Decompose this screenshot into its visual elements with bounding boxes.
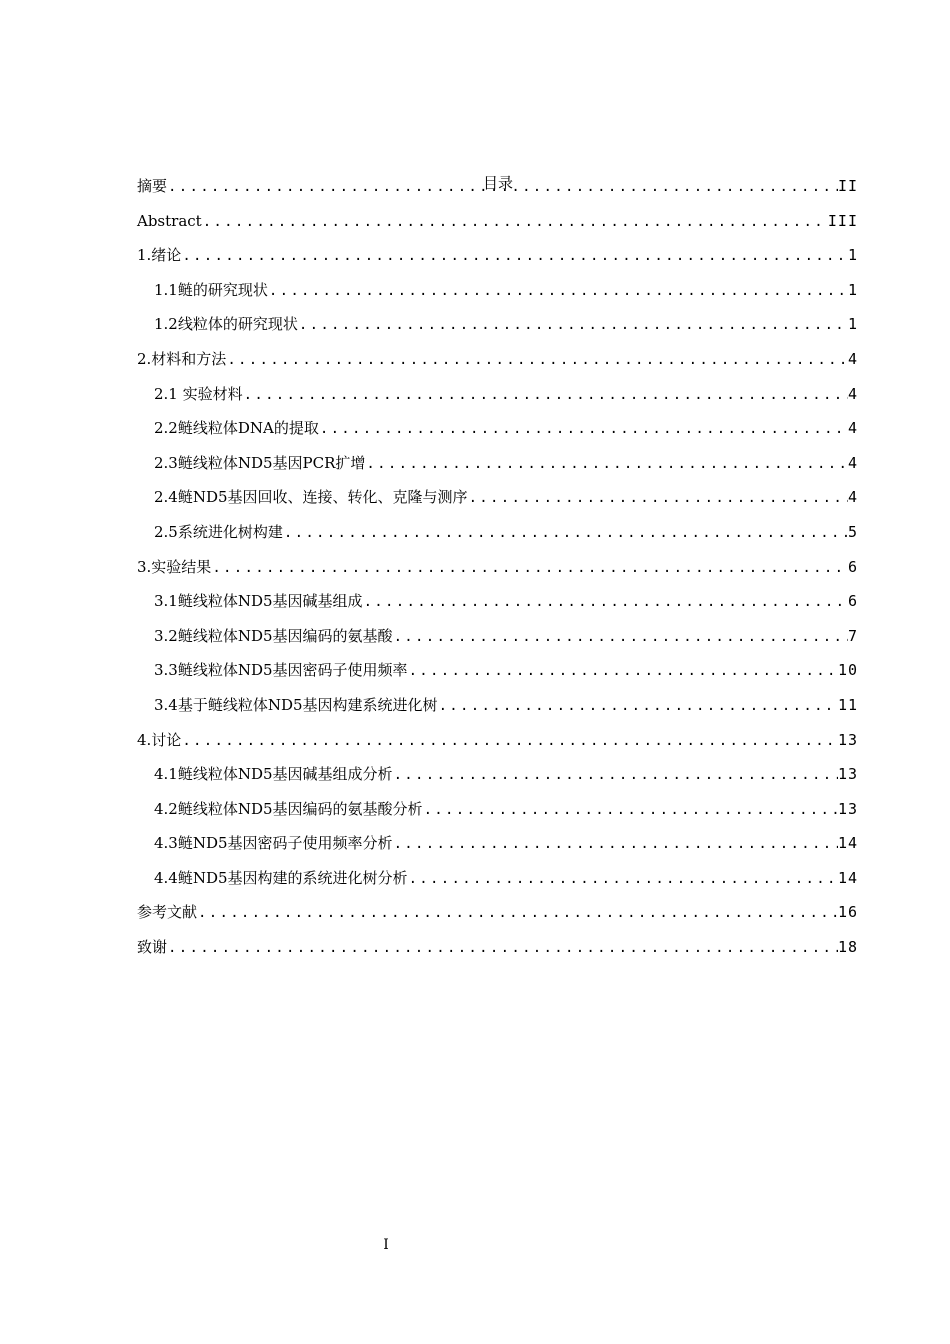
toc-entry-page: 13 (837, 730, 858, 749)
toc-dot-leader (243, 385, 848, 405)
toc-entry-label: 参考文献 (137, 903, 198, 922)
toc-entry-label: 摘要 (137, 177, 168, 195)
toc-entry-abstract-cn[interactable] (137, 176, 858, 211)
toc-entry-section-4-4[interactable] (137, 868, 858, 903)
toc-dot-leader (268, 281, 848, 301)
toc-entry-page: 4 (847, 419, 858, 438)
toc-entry-label: 4.1鲢线粒体ND5基因碱基组成分析 (154, 765, 393, 784)
toc-dot-leader (211, 558, 848, 578)
toc-entry-label: 3.2鲢线粒体ND5基因编码的氨基酸 (154, 626, 393, 645)
toc-entry-label: 4.2鲢线粒体ND5基因编码的氨基酸分析 (154, 799, 423, 818)
toc-entry-section-2-3[interactable] (137, 453, 858, 488)
toc-entry-label: Abstract (137, 211, 202, 230)
toc-entry-label: 1.1鲢的研究现状 (154, 280, 268, 299)
toc-entry-label: 1.2线粒体的研究现状 (154, 315, 298, 334)
toc-entry-page: 11 (837, 695, 858, 714)
toc-entry-label: 2.3鲢线粒体ND5基因PCR扩增 (154, 453, 366, 472)
toc-entry-page: 13 (837, 799, 858, 818)
toc-entry-acknowledgements[interactable] (137, 937, 858, 972)
toc-dot-leader (393, 765, 838, 785)
toc-entry-page: 1 (847, 315, 858, 334)
toc-entry-chapter-2[interactable] (137, 349, 858, 384)
toc-entry-section-4-2[interactable] (137, 799, 858, 834)
toc-entry-page: 4 (847, 453, 858, 472)
toc-entry-section-1-1[interactable] (137, 280, 858, 315)
toc-dot-leader (181, 246, 848, 266)
toc-entry-page: 13 (837, 765, 858, 784)
toc-entry-abstract-en[interactable] (137, 211, 858, 246)
toc-entry-page: 6 (847, 557, 858, 576)
toc-entry-label: 2.4鲢ND5基因回收、连接、转化、克隆与测序 (154, 488, 468, 507)
toc-dot-leader (226, 350, 848, 370)
toc-dot-leader (393, 834, 838, 854)
toc-entry-page: 4 (847, 488, 858, 507)
toc-entry-page: 4 (847, 349, 858, 368)
toc-dot-leader (408, 869, 838, 889)
toc-entry-section-3-2[interactable] (137, 626, 858, 661)
toc-dot-leader (181, 731, 838, 751)
page-number: I (383, 1237, 389, 1253)
toc-dot-leader (408, 661, 838, 681)
toc-dot-leader (365, 454, 848, 474)
toc-title: 目录 (482, 174, 513, 192)
toc-entry-label: 1.绪论 (137, 246, 182, 265)
toc-entry-label: 2.2鲢线粒体DNA的提取 (154, 419, 319, 438)
toc-entry-label: 3.1鲢线粒体ND5基因碱基组成 (154, 592, 363, 611)
toc-entry-section-3-3[interactable] (137, 660, 858, 695)
toc-entry-section-2-1[interactable] (137, 384, 858, 419)
toc-entry-chapter-4[interactable] (137, 730, 858, 765)
toc-entry-section-2-2[interactable] (137, 418, 858, 453)
toc-entry-page: 14 (837, 834, 858, 853)
toc-dot-leader (298, 315, 848, 335)
toc-entry-page: 18 (837, 938, 858, 957)
toc-entry-page: 6 (847, 592, 858, 611)
toc-entry-label: 3.3鲢线粒体ND5基因密码子使用频率 (154, 661, 408, 680)
toc-entry-page: 5 (847, 522, 858, 541)
toc-dot-leader (319, 419, 848, 439)
toc-dot-leader (197, 903, 838, 923)
toc-entry-page: 14 (837, 868, 858, 887)
toc-entry-label: 4.讨论 (137, 730, 182, 749)
toc-entry-section-3-4[interactable] (137, 695, 858, 730)
toc-entry-section-3-1[interactable] (137, 591, 858, 626)
toc-entry-label: 3.实验结果 (137, 557, 212, 576)
toc-entry-page: 16 (837, 903, 858, 922)
toc-dot-leader (283, 523, 848, 543)
toc-entry-label: 2.材料和方法 (137, 349, 227, 368)
toc-entry-label: 致谢 (137, 938, 168, 957)
toc-entry-label: 3.4基于鲢线粒体ND5基因构建系统进化树 (154, 695, 438, 714)
toc-entry-section-4-1[interactable] (137, 764, 858, 799)
toc-entry-page: II (837, 177, 858, 195)
toc-entry-chapter-1[interactable] (137, 245, 858, 280)
toc-entry-label: 2.1 实验材料 (154, 384, 243, 403)
toc-entry-page: III (827, 211, 858, 230)
toc-entry-label: 4.4鲢ND5基因构建的系统进化树分析 (154, 868, 408, 887)
toc-entry-page: 7 (847, 626, 858, 645)
toc-entry-label: 4.3鲢ND5基因密码子使用频率分析 (154, 834, 393, 853)
toc-entry-section-4-3[interactable] (137, 833, 858, 868)
toc-entry-chapter-3[interactable] (137, 557, 858, 592)
toc-entry-section-2-5[interactable] (137, 522, 858, 557)
toc-entry-section-1-2[interactable] (137, 314, 858, 349)
table-of-contents (137, 176, 858, 972)
toc-entry-references[interactable] (137, 902, 858, 937)
toc-entry-page: 4 (847, 384, 858, 403)
toc-entry-page: 1 (847, 280, 858, 299)
toc-dot-leader (167, 938, 838, 958)
toc-entry-page: 10 (837, 661, 858, 680)
toc-dot-leader (167, 177, 838, 197)
toc-dot-leader (202, 212, 828, 232)
toc-dot-leader (423, 800, 838, 820)
toc-entry-section-2-4[interactable] (137, 487, 858, 522)
toc-dot-leader (468, 488, 848, 508)
toc-entry-page: 1 (847, 246, 858, 265)
toc-dot-leader (363, 592, 848, 612)
toc-entry-label: 2.5系统进化树构建 (154, 522, 283, 541)
toc-dot-leader (393, 627, 848, 647)
toc-dot-leader (438, 696, 838, 716)
